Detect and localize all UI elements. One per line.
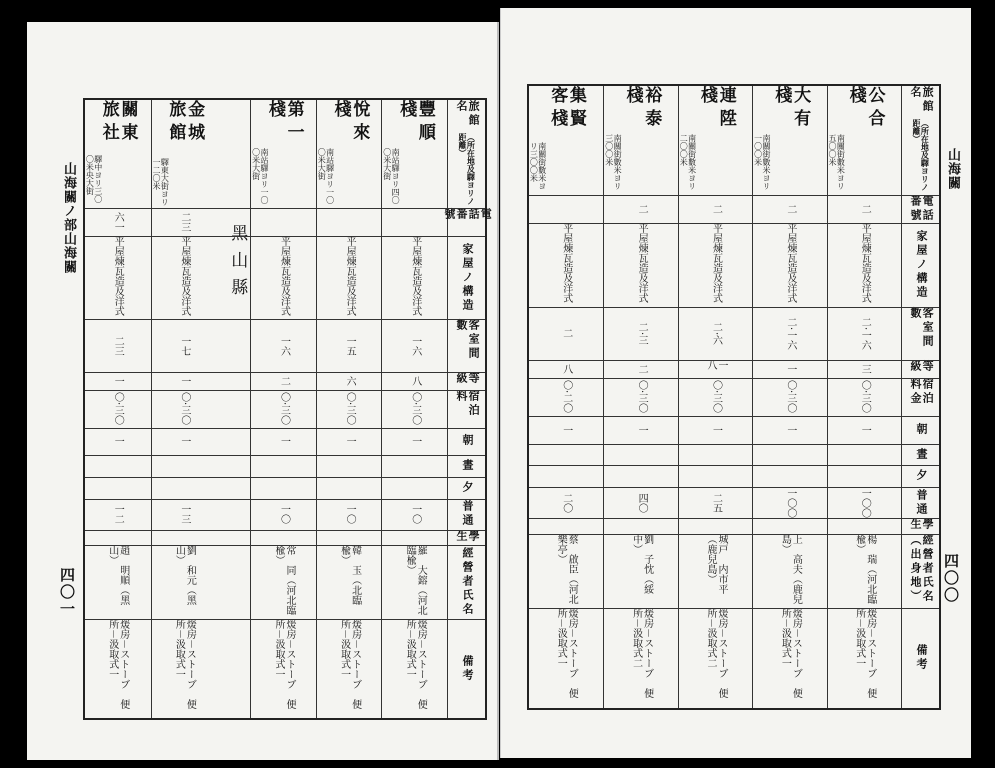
inn-manager: 趙 明順（黑山） (106, 544, 129, 605)
header-column (442, 100, 493, 718)
table-rule (529, 518, 939, 519)
inn-class: 六 (344, 376, 356, 387)
inn-breakfast: 一 (636, 424, 648, 435)
inn-dinner (604, 465, 678, 487)
inn-name-cell (828, 86, 902, 195)
inn-column (250, 100, 317, 718)
header-house-type: 家屋ノ構造 (915, 229, 929, 300)
inn-manager: 羅 大鎔（河北臨楡） (404, 544, 427, 615)
inn-capacity: 一〇〇 (784, 487, 796, 518)
inn-dinner (679, 465, 753, 487)
inn-rooms: 二 (560, 328, 572, 339)
right-page-number: 四〇〇 (942, 553, 960, 604)
inn-name: 金城旅館 (165, 100, 205, 146)
inn-capacity-student (382, 530, 448, 545)
inn-lunch (828, 444, 902, 466)
inn-dinner (828, 465, 902, 487)
inn-breakfast: 一 (409, 436, 421, 447)
header-lodging-class: 等級 (909, 359, 935, 374)
inn-column (603, 86, 678, 708)
inn-fee: 〇·三〇 (344, 392, 356, 426)
inn-manager: 楊 瑞（河北臨楡） (853, 533, 876, 604)
right-running-head: 山海關 (945, 148, 960, 190)
inn-breakfast: 一 (344, 436, 356, 447)
inn-class: 八 (560, 364, 572, 374)
inn-remarks: 煖房－ストーブ 便所－汲取式二 (630, 608, 653, 699)
inn-phone (529, 195, 603, 223)
inn-manager: 韓 玉（北臨楡） (338, 544, 361, 605)
table-rule (85, 530, 485, 531)
inn-name-cell (679, 86, 753, 195)
inn-column (752, 86, 827, 708)
inn-name-cell (382, 100, 448, 208)
header-column (901, 86, 940, 708)
inn-capacity-student (317, 530, 383, 545)
inn-lunch (152, 455, 218, 477)
inn-rooms: 一五 (344, 335, 356, 356)
table-rule (529, 608, 939, 609)
inn-lunch (679, 444, 753, 466)
header-house-type: 家屋ノ構造 (461, 242, 475, 313)
inn-name-cell (529, 86, 603, 195)
table-rule (529, 416, 939, 417)
inn-house-type: 平屋煉瓦造及洋式 (636, 222, 648, 303)
inn-manager: 上 高夫（鹿兒島） (779, 533, 802, 604)
inn-phone: 六一 (112, 212, 124, 233)
inn-manager: 蔡 啟臣（河北樂亭） (555, 533, 578, 604)
right-inn-table (527, 84, 941, 710)
header-meal-lunch: 晝 (915, 447, 929, 462)
inn-house-type: 平屋煉瓦造及洋式 (784, 222, 796, 303)
inn-capacity-student (604, 518, 678, 534)
inn-column (827, 86, 902, 708)
inn-class: 八 (409, 376, 421, 387)
inn-breakfast: 一 (710, 424, 722, 435)
inn-location: 南關街數米ヨリ二〇〇米 (679, 133, 697, 190)
header-lodging-fee: 宿泊料金 (909, 378, 935, 407)
header-meal-lunch: 晝 (461, 459, 475, 474)
inn-name: 豐順棧 (396, 100, 435, 146)
inn-location: 南站驛ヨリ一〇〇米大街 (251, 147, 269, 204)
inn-name: 裕泰棧 (622, 86, 662, 132)
inn-dinner (382, 477, 448, 499)
table-rule (529, 378, 939, 379)
table-rule (529, 534, 939, 535)
inn-column (381, 100, 448, 718)
inn-class: 二 (636, 364, 648, 374)
inn-remarks: 煖房－ストーブ 便所－汲取式一 (272, 619, 295, 710)
inn-dinner (152, 477, 218, 499)
inn-capacity-student (529, 518, 603, 534)
inn-house-type: 平屋煉瓦造及洋式 (112, 235, 124, 316)
inn-capacity-student (251, 530, 317, 545)
inn-class: 一八 (705, 359, 727, 370)
inn-capacity-student (679, 518, 753, 534)
inn-column (151, 100, 218, 718)
inn-capacity-student (828, 518, 902, 534)
table-rule (529, 223, 939, 224)
inn-remarks: 煖房－ストーブ 便所－汲取式一 (853, 608, 876, 699)
inn-lunch (85, 455, 151, 477)
header-lodging-fee: 宿泊料 (455, 390, 481, 419)
inn-fee: 〇·三〇 (859, 380, 871, 414)
header-capacity-general: 普通 (915, 488, 929, 517)
inn-manager: 常 同（河北臨楡） (272, 544, 295, 615)
left-page (27, 22, 499, 760)
header-lodging-class: 等級 (455, 371, 481, 386)
inn-dinner (251, 477, 317, 499)
inn-column (316, 100, 383, 718)
inn-house-type: 平屋煉瓦造及洋式 (278, 235, 290, 316)
inn-rooms: 二·六 (710, 321, 722, 345)
inn-remarks: 煖房－ストーブ 便所－汲取式一 (555, 608, 578, 699)
table-rule (85, 499, 485, 500)
inn-lunch (604, 444, 678, 466)
header-rooms: 客室間數 (909, 306, 935, 349)
table-rule (85, 455, 485, 456)
left-inn-table (83, 98, 493, 720)
inn-rooms: 二三 (112, 335, 124, 356)
inn-phone (251, 208, 317, 236)
inn-manager: 城戸 内市平（鹿兒島） (705, 533, 727, 594)
table-rule (85, 545, 485, 546)
prefecture-heading: 黑山縣 (227, 224, 248, 305)
inn-rooms: 一六 (278, 335, 290, 356)
header-meal-dinner: 夕 (915, 469, 929, 484)
table-rule (85, 428, 485, 429)
inn-class: 一 (178, 376, 190, 387)
inn-name: 悅來棧 (330, 100, 370, 146)
inn-capacity-student (753, 518, 827, 534)
inn-name-cell (152, 100, 218, 208)
inn-breakfast: 一 (859, 424, 871, 435)
table-rule (529, 307, 939, 308)
inn-location: 南站驛ヨリ一〇〇米大街 (317, 147, 335, 204)
table-rule (529, 360, 939, 361)
inn-dinner (317, 477, 383, 499)
left-page-number: 四〇一 (58, 567, 76, 618)
inn-fee: 〇·三〇 (409, 392, 421, 426)
inn-remarks: 煖房－ストーブ 便所－汲取式一 (106, 619, 129, 710)
inn-lunch (753, 444, 827, 466)
inn-lunch (317, 455, 383, 477)
inn-manager: 劉 和元（黑山） (173, 544, 196, 605)
inn-dinner (753, 465, 827, 487)
inn-fee: 〇·三〇 (178, 392, 190, 426)
header-name-sub: （所在地及驛ヨリノ距離） (458, 132, 477, 205)
header-phone: 電話番號 (909, 194, 935, 223)
inn-house-type: 平屋煉瓦造及洋式 (178, 235, 190, 316)
inn-phone: 二 (784, 203, 796, 214)
inn-remarks: 煖房－ストーブ 便所－汲取式一 (338, 619, 361, 710)
inn-column (529, 86, 603, 708)
inn-phone: 二 (636, 203, 648, 214)
header-remarks: 備考 (915, 644, 929, 673)
inn-fee: 〇·三〇 (710, 380, 722, 414)
header-rooms: 客室間數 (455, 319, 481, 362)
inn-manager: 劉 子忱（綏中） (630, 533, 653, 594)
inn-remarks: 煖房－ストーブ 便所－汲取式一 (404, 619, 427, 710)
inn-fee: 〇·三〇 (636, 380, 648, 414)
inn-dinner (529, 465, 603, 487)
header-manager: 經營者氏名 (461, 547, 475, 618)
inn-breakfast: 一 (112, 436, 124, 447)
inn-capacity: 四〇 (636, 492, 648, 513)
inn-house-type: 平屋煉瓦造及洋式 (409, 235, 421, 316)
inn-dinner (85, 477, 151, 499)
inn-name: 公合棧 (845, 86, 885, 132)
inn-breakfast: 一 (278, 436, 290, 447)
inn-fee: 〇·二〇 (560, 380, 572, 414)
table-rule (85, 619, 485, 620)
inn-phone: 二三 (178, 212, 190, 233)
table-rule (85, 372, 485, 373)
inn-location: 南關街數米ヨリ一〇〇米 (753, 133, 771, 190)
inn-name: 連陞棧 (697, 86, 736, 132)
inn-rooms: 二·三 (636, 321, 648, 345)
table-rule (85, 477, 485, 478)
header-meal-dinner: 夕 (461, 480, 475, 495)
inn-location: 驛中ヨリ三〇〇米央大街 (85, 155, 103, 204)
inn-class: 一 (112, 376, 124, 387)
inn-lunch (251, 455, 317, 477)
inn-fee: 〇·三〇 (784, 380, 796, 414)
inn-name-cell (85, 100, 151, 208)
inn-location: 南關街數米ヨリ三〇〇米 (604, 133, 623, 190)
inn-capacity: 二〇 (560, 492, 572, 513)
inn-house-type: 平屋煉瓦造及洋式 (560, 222, 572, 303)
inn-capacity-student (152, 530, 218, 545)
header-capacity-general: 普通 (461, 500, 475, 529)
inn-house-type: 平屋煉瓦造及洋式 (859, 222, 871, 303)
table-rule (529, 465, 939, 466)
inn-remarks: 煖房－ストーブ 便所－汲取式一 (779, 608, 802, 699)
inn-breakfast: 一 (784, 424, 796, 435)
inn-class: 一 (784, 364, 796, 374)
table-rule (529, 444, 939, 445)
inn-rooms: 一七 (178, 335, 190, 356)
inn-class: 二 (278, 376, 290, 387)
inn-fee: 〇·三〇 (278, 392, 290, 426)
inn-capacity: 一〇 (409, 504, 421, 525)
inn-capacity: 一〇 (344, 504, 356, 525)
right-page (500, 8, 971, 758)
inn-capacity: 一〇〇 (859, 487, 871, 518)
table-rule (529, 487, 939, 488)
inn-column (678, 86, 753, 708)
inn-name: 關東旅社 (98, 100, 138, 146)
inn-capacity-student (85, 530, 151, 545)
inn-house-type: 平屋煉瓦造及洋式 (344, 235, 356, 316)
header-meal-breakfast: 朝 (915, 422, 929, 437)
inn-location: 南關街數米ヨリ三〇〇米 (529, 141, 547, 190)
inn-capacity: 二五 (710, 492, 722, 513)
inn-breakfast: 一 (560, 424, 572, 435)
header-name-sub: （所在地及驛ヨリノ距離） (912, 119, 931, 192)
inn-remarks: 煖房－ストーブ 便所－汲取式二 (705, 608, 727, 699)
inn-name-cell (251, 100, 317, 208)
inn-house-type: 平屋煉瓦造及洋式 (710, 222, 722, 303)
header-name: 旅館名 （所在地及驛ヨリノ距離） (448, 100, 486, 208)
left-running-head: 山海關ノ部山海關 (61, 162, 76, 274)
inn-name: 大有棧 (771, 86, 811, 132)
table-rule (85, 390, 485, 391)
inn-name: 集賢客棧 (547, 86, 586, 132)
inn-fee: 〇·三〇 (112, 392, 124, 426)
inn-location: 驛東大街ヨリ一二〇米 (151, 157, 170, 206)
inn-lunch (382, 455, 448, 477)
inn-breakfast: 一 (178, 436, 190, 447)
inn-capacity: 一二 (112, 504, 124, 525)
header-phone: 電話番號 (442, 208, 493, 223)
header-capacity-student: 學生 (909, 518, 935, 533)
inn-name: 第一棧 (264, 100, 304, 146)
header-name: 旅館名 （所在地及驛ヨリノ距離） (902, 86, 940, 195)
inn-rooms: 一六 (409, 335, 421, 356)
inn-capacity: 一〇 (278, 504, 290, 525)
inn-name-cell (604, 86, 678, 195)
header-meal-breakfast: 朝 (461, 434, 475, 449)
header-manager: 經營者氏名（出身地） (909, 533, 935, 604)
inn-lunch (529, 444, 603, 466)
inn-location: 南站驛ヨリ四〇〇米大街 (382, 147, 401, 204)
header-capacity-student: 學生 (455, 529, 481, 544)
table-rule (529, 195, 939, 196)
table-rule (85, 208, 485, 209)
inn-phone: 二 (710, 203, 722, 214)
inn-name-cell (317, 100, 383, 208)
inn-location: 南關街數米ヨリ五〇〇米 (827, 133, 846, 190)
inn-rooms: 二·一六 (859, 316, 871, 350)
header-remarks: 備考 (461, 654, 475, 683)
inn-phone (317, 208, 383, 236)
inn-rooms: 二·一六 (784, 316, 796, 350)
inn-name-cell (753, 86, 827, 195)
inn-remarks: 煖房－ストーブ 便所－汲取式一 (173, 619, 196, 710)
table-rule (85, 319, 485, 320)
inn-column (85, 100, 151, 718)
inn-phone: 二 (859, 203, 871, 214)
inn-capacity: 一三 (178, 504, 190, 525)
inn-class: 三 (859, 364, 871, 374)
table-rule (85, 236, 485, 237)
inn-phone (382, 208, 448, 236)
